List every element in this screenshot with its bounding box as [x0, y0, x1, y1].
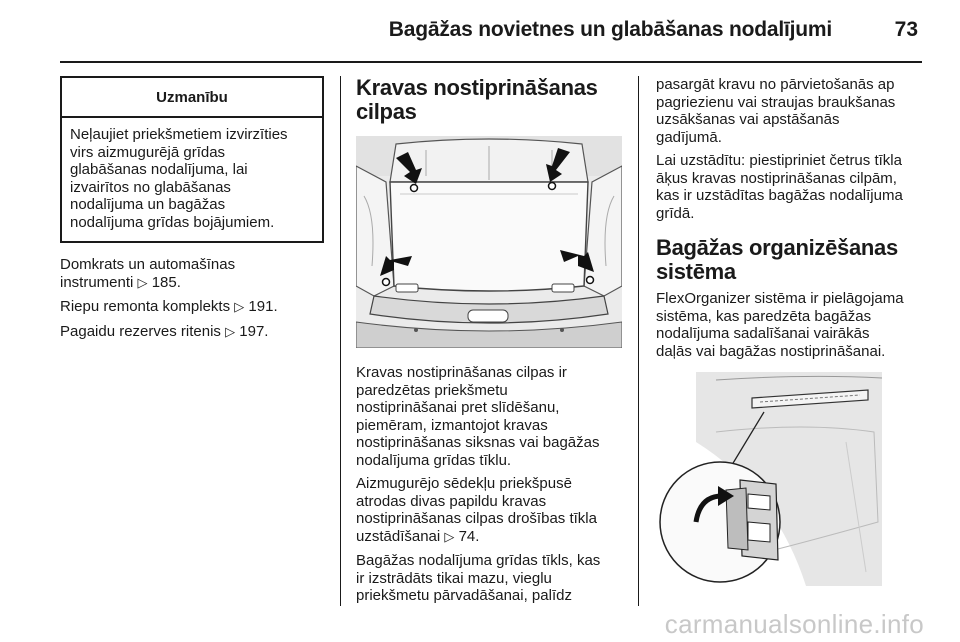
- ref-jack-page-link[interactable]: 185.: [151, 273, 181, 291]
- header-rule: [60, 61, 922, 63]
- caution-box: [60, 76, 324, 243]
- text-line: nodalījuma sadalīšanai vairākās: [656, 325, 870, 342]
- column-divider-1: [340, 76, 341, 606]
- text-line: daļās vai bagāžas nostiprināšanai.: [656, 342, 886, 360]
- text-line: pagriezienu vai straujas braukšanas: [656, 93, 896, 111]
- text-line: kas ir uzstādītas bagāžas nodalījuma: [656, 187, 903, 204]
- text-line: piemēram, izmantojot kravas: [356, 416, 548, 434]
- caution-line: virs aizmugurējā grīdas: [70, 143, 226, 161]
- page-ref-arrow-icon: ▷: [225, 324, 236, 340]
- text-line: Bagāžas nodalījuma grīdas tīkls, kas: [356, 552, 601, 569]
- text-line: nostiprināšanai pret slīdēšanu,: [356, 399, 560, 416]
- caution-line: nodalījuma un bagāžas: [70, 196, 226, 213]
- caution-line: glabāšanas nodalījuma, lai: [70, 161, 248, 178]
- ref-jack-line1: Domkrats un automašīnas: [60, 256, 236, 273]
- caution-line: Neļaujiet priekšmetiem izvirzīties: [70, 126, 288, 143]
- page-ref-arrow-icon: ▷: [444, 529, 455, 545]
- text-line: pasargāt kravu no pārvietošanās ap: [656, 76, 895, 93]
- column-2: [356, 76, 622, 605]
- ref-spare-page-link[interactable]: 197.: [239, 322, 269, 340]
- text-line: FlexOrganizer sistēma ir pielāgojama: [656, 290, 904, 307]
- text-line: sistēma, kas paredzēta bagāžas: [656, 307, 872, 325]
- text-line: uzsākšanas vai apstāšanās: [656, 111, 840, 128]
- text-line: Aizmugurējo sēdekļu priekšpusē: [356, 475, 572, 492]
- lashing-eyes-illustration: [356, 136, 622, 348]
- heading-line: cilpas: [356, 99, 417, 124]
- paragraph-install-net: [656, 152, 922, 222]
- page-header: [60, 0, 922, 64]
- page-ref-arrow-icon: ▷: [234, 300, 245, 315]
- text-line: paredzētas priekšmetu: [356, 381, 508, 399]
- heading-line: Bagāžas organizēšanas: [656, 235, 898, 260]
- ref-repair-page-link[interactable]: 191.: [248, 298, 278, 315]
- text-line: atrodas divas papildu kravas: [356, 492, 547, 510]
- ref-repair-line: [60, 298, 324, 317]
- ref-jack-label: instrumenti: [60, 273, 134, 291]
- section-heading-organizer: [656, 236, 922, 284]
- heading-line: sistēma: [656, 259, 736, 284]
- page-number: 73: [894, 18, 918, 41]
- ref-spare-wheel: [60, 323, 324, 342]
- paragraph-net-continued: [656, 76, 922, 146]
- column-divider-2: [638, 76, 639, 606]
- text-line: ir izstrādāts tikai mazu, vieglu: [356, 569, 552, 587]
- text-fragment: uzstādīšanai: [356, 527, 441, 545]
- text-line: nostiprināšanas siksnas vai bagāžas: [356, 434, 600, 451]
- page-ref-arrow-icon: ▷: [137, 275, 148, 291]
- paragraph-lashing-purpose: [356, 364, 622, 469]
- paragraph-floor-net: [356, 552, 622, 605]
- ref-repair-label: Riepu remonta komplekts: [60, 298, 231, 315]
- text-line: [356, 528, 622, 547]
- page-header-title: Bagāžas novietnes un glabāšanas nodalījumi: [388, 18, 832, 41]
- text-line: grīdā.: [656, 204, 695, 222]
- text-line: Lai uzstādītu: piestipriniet četrus tīkla: [656, 152, 902, 169]
- text-line: āķus kravas nostiprināšanas cilpām,: [656, 169, 897, 187]
- ref-safety-net-page-link[interactable]: 74.: [458, 527, 480, 545]
- text-line: priekšmetu pārvadāšanai, palīdz: [356, 587, 572, 604]
- ref-jack-line2: [60, 274, 324, 293]
- paragraph-additional-eyes: [356, 475, 622, 546]
- ref-repair-kit: [60, 298, 324, 317]
- text-line: nodalījuma grīdas tīklu.: [356, 451, 512, 469]
- caution-line: izvairītos no glabāšanas: [70, 178, 231, 196]
- column-3: [656, 76, 922, 586]
- flexorganizer-illustration: [656, 372, 882, 586]
- ref-spare-label: Pagaidu rezerves ritenis: [60, 322, 221, 340]
- caution-text: [62, 118, 322, 241]
- text-line: gadījumā.: [656, 128, 722, 146]
- heading-line: Kravas nostiprināšanas: [356, 75, 598, 100]
- caution-line: nodalījuma grīdas bojājumiem.: [70, 213, 275, 231]
- caution-heading: Uzmanību: [62, 78, 322, 118]
- ref-jack: [60, 256, 324, 292]
- watermark: carmanualsonline.info: [664, 609, 924, 639]
- paragraph-flexorganizer: [656, 290, 922, 360]
- column-1: [60, 76, 324, 341]
- section-heading-lashing-eyes: [356, 76, 622, 124]
- text-line: nostiprināšanas cilpas drošības tīkla: [356, 510, 597, 527]
- text-line: Kravas nostiprināšanas cilpas ir: [356, 364, 567, 381]
- ref-spare-line: [60, 323, 324, 342]
